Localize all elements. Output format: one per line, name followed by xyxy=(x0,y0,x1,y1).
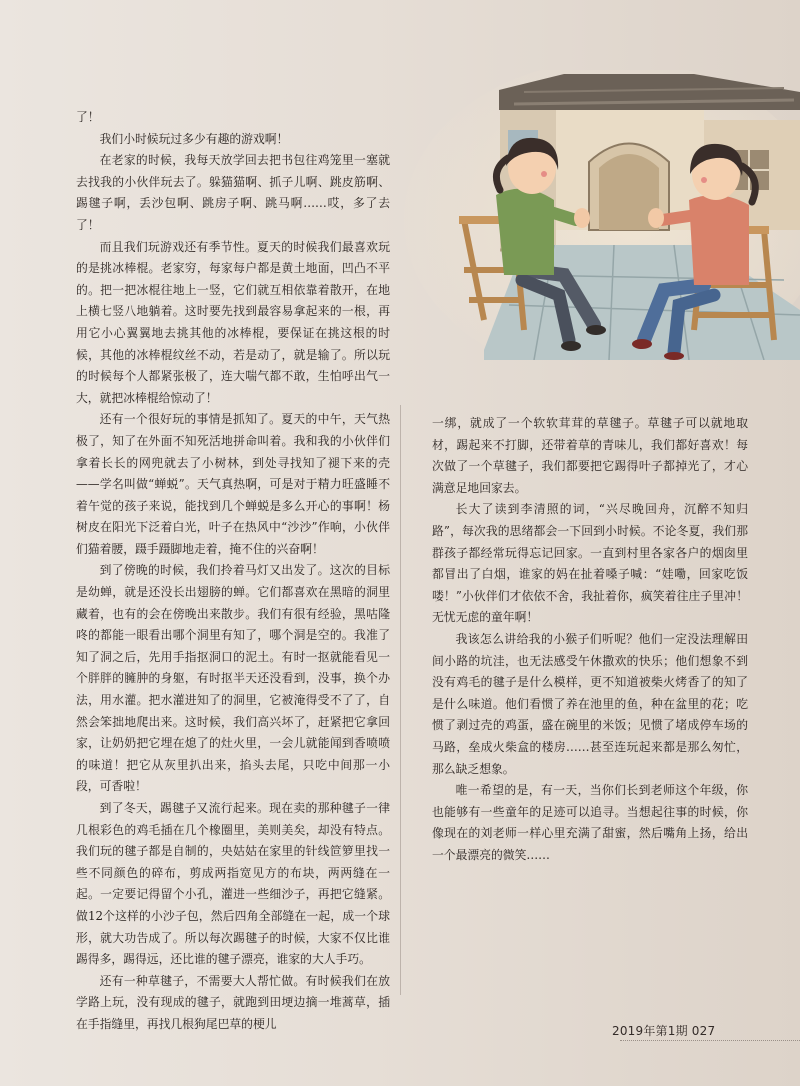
footer-dotted-line xyxy=(620,1040,800,1041)
paragraph: 我们小时候玩过多少有趣的游戏啊！ xyxy=(99,131,289,146)
paragraph: 在老家的时候，我每天放学回去把书包往鸡笼里一塞就去找我的小伙伴玩去了。躲猫猫啊、抓子儿啊、跳皮筋啊、踢毽子啊，丢沙包啊、跳房子啊、跳马啊……哎，多了去了！ xyxy=(76,153,390,232)
column-divider xyxy=(400,405,401,995)
paragraph: 了！ xyxy=(76,110,100,124)
article-right-column xyxy=(432,413,748,866)
paragraph: 到了傍晚的时候，我们拎着马灯又出发了。这次的目标是幼蝉，就是还没长出翅膀的蝉。它们都喜欢在黑暗的洞里藏着，也有的会在傍晚出来散步。我们有很有经验，黑咕隆咚的都能一眼看出哪个洞里有知了，哪个洞是空的。我准了知了洞之后，先用手指抠洞口的泥土。有时一抠就能看见一个胖胖的臃肿的身躯，有时抠半天还没看到，没事，换个办法，用水灌。把水灌进知了的洞里，它被淹得受不了了，自然会笨拙地爬出来。这时候，我们高兴坏了，赶紧把它拿回家，让奶奶把它埋在熄了的灶火里，一会儿就能闻到香喷喷的味道！把它从灰里扒出来，掐头去尾，只吃中间那一小段，可香啦！ xyxy=(76,563,390,794)
paragraph: 一绑，就成了一个软软茸茸的草毽子。草毽子可以就地取材，踢起来不打脚，还带着草的青味儿，我们都好喜欢！每次做了一个草毽子，我们都要把它踢得叶子都掉光了，才心满意足地回家去。 xyxy=(432,416,748,495)
article-left-column xyxy=(76,107,390,1036)
paragraph: 长大了读到李清照的词，“兴尽晚回舟，沉醉不知归路”，每次我的思绪都会一下回到小时候。不论冬夏，我们那群孩子都经常玩得忘记回家。一直到村里各家各户的烟囱里都冒出了白烟，谁家的妈在扯着嗓子喊：“娃嘞，回家吃饭喽！”小伙伴们才依依不舍，我扯着你，疯笑着往庄子里冲！无忧无虑的童年啊！ xyxy=(432,502,748,625)
paragraph: 唯一希望的是，有一天，当你们长到老师这个年级，你也能够有一些童年的足迹可以追寻。当想起往事的时候，你像现在的刘老师一样心里充满了甜蜜，然后嘴角上扬，给出一个最漂亮的微笑…… xyxy=(432,783,748,862)
paragraph: 而且我们玩游戏还有季节性。夏天的时候我们最喜欢玩的是挑冰棒棍。老家穷，每家每户都是黄土地面，凹凸不平的。把一把冰棍往地上一竖，它们就互相依靠着散开，在地上横七竖八地躺着。这时要先找到最容易拿起来的一根，再用它小心翼翼地去挑其他的冰棒棍，要保证在挑这根的时候，其他的冰棒棍纹丝不动，若是动了，就是输了。所以玩的时候每个人都紧张极了，连大喘气都不敢，生怕呼出气一大，就把冰棒棍给惊动了！ xyxy=(76,239,390,405)
paragraph: 我该怎么讲给我的小猴子们听呢？他们一定没法理解田间小路的坑洼，也无法感受午休撒欢的快乐；他们想象不到没有鸡毛的毽子是什么模样，更不知道被柴火烤香了的知了是什么味道。他们看惯了养在池里的鱼，种在盆里的花；吃惯了剥过壳的鸡蛋，盛在碗里的米饭；见惯了堵成停车场的马路，垒成火柴盒的楼房……甚至连玩起来都是那么匆忙，那么缺乏想象。 xyxy=(432,631,748,776)
issue-page-footer: 2019年第1期 027 xyxy=(612,1024,716,1038)
paragraph: 还有一个很好玩的事情是抓知了。夏天的中午，天气热极了，知了在外面不知死活地拼命叫着。我和我的小伙伴们拿着长长的网兜就去了小树林，到处寻找知了褪下来的壳——学名叫做“蝉蜕”。天气真热啊，可是对于精力旺盛睡不着午觉的孩子来说，能找到几个蝉蜕是多么开心的事啊！杨树皮在阳光下泛着白光，叶子在热风中“沙沙”作响，小伙伴们猫着腰，蹑手蹑脚地走着，掩不住的兴奋啊！ xyxy=(76,412,390,556)
roof-tiles xyxy=(499,74,800,110)
paragraph: 还有一种草毽子，不需要大人帮忙做。有时候我们在放学路上玩，没有现成的毽子，就跑到田埂边摘一堆蒿草，插在手指缝里，再找几根狗尾巴草的梗儿 xyxy=(76,973,390,1031)
paragraph: 到了冬天，踢毽子又流行起来。现在卖的那种毽子一律几根彩色的鸡毛插在几个橡圈里，美则美矣，却没有特点。我们玩的毽子都是自制的，央姑姑在家里的针线笸箩里找一些不同颜色的碎布，剪成两指宽见方的布块，两两缝在一起。一定要记得留个小孔，灌进一些细沙子，再把它缝紧。做12个这样的小沙子包，然后四角全部缝在一起，成一个球形，就大功告成了。所以每次踢毽子的时候，大家不仅比谁踢得多，踢得远，还比谁的毽子漂亮，谁家的大人手巧。 xyxy=(76,801,390,967)
illustration-two-girls-clapping xyxy=(404,70,800,360)
